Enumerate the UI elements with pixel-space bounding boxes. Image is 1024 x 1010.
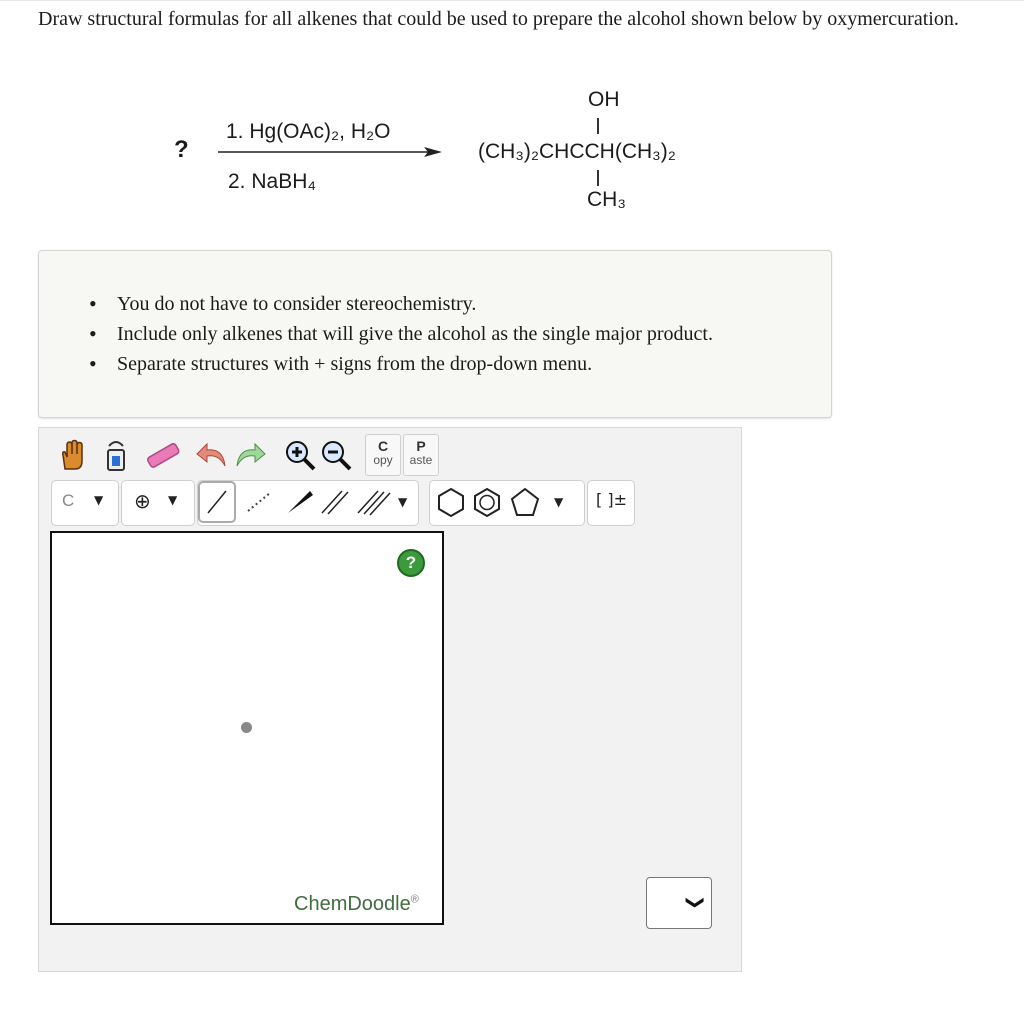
benzene-button[interactable] (472, 487, 502, 517)
paste-label-big: P (416, 438, 426, 454)
bond-tools (197, 480, 419, 526)
product-formula: (CH₃)₂CHCCH(CH₃)₂ (478, 140, 676, 163)
element-selector[interactable] (51, 480, 119, 526)
dashed-bond-button[interactable] (242, 483, 278, 521)
copy-button[interactable] (365, 434, 401, 476)
charge-selector[interactable] (121, 480, 195, 526)
reaction-scheme (0, 80, 1024, 230)
pentagon-icon (510, 487, 540, 517)
lasso-tool-button[interactable] (95, 434, 137, 476)
product-hydroxyl: OH (588, 88, 620, 111)
lasso-icon (101, 438, 131, 472)
toolbar-row-2 (51, 480, 731, 528)
instructions-box (38, 250, 832, 418)
caret-down-icon: ▼ (168, 493, 178, 507)
top-divider (0, 0, 1024, 1)
redo-icon (233, 440, 267, 470)
separator-select[interactable] (646, 877, 712, 929)
drawing-canvas[interactable] (50, 531, 444, 925)
bond-down (597, 170, 599, 186)
dashed-bond-icon (242, 483, 278, 521)
redo-button[interactable] (229, 434, 271, 476)
bracket-label: [ ]± (596, 490, 627, 509)
copy-label-small: opy (373, 453, 393, 467)
hand-tool-button[interactable] (51, 434, 93, 476)
toolbar-row-1 (51, 434, 731, 482)
caret-down-icon[interactable]: ▼ (398, 495, 408, 509)
element-label: C (62, 491, 75, 510)
benzene-icon (472, 487, 502, 517)
reagent-step-1: 1. Hg(OAc)₂, H₂O (226, 120, 391, 143)
instructions-list (89, 289, 713, 379)
eraser-icon (143, 440, 181, 470)
help-button[interactable]: ? (397, 549, 425, 577)
registered-mark: ® (410, 893, 419, 906)
bracket-tool-button[interactable] (587, 480, 635, 526)
cursor-dot (241, 722, 252, 733)
chemdoodle-editor (38, 427, 742, 972)
chemdoodle-brand (294, 893, 419, 916)
double-bond-icon (318, 483, 354, 521)
ring-tools (429, 480, 585, 526)
wedge-bond-button[interactable] (282, 483, 318, 521)
double-bond-button[interactable] (318, 483, 354, 521)
cyclopentane-button[interactable] (510, 487, 540, 517)
triple-bond-button[interactable] (356, 483, 392, 521)
paste-button[interactable] (403, 434, 439, 476)
caret-down-icon: ▼ (94, 493, 104, 507)
brand-name: ChemDoodle (294, 893, 411, 915)
triple-bond-icon (356, 483, 392, 521)
instruction-item: • Separate structures with + signs from the drop-down menu. (89, 349, 713, 379)
question-text: Draw structural formulas for all alkenes that could be used to prepare the alcohol shown below by oxymercuration. (38, 8, 959, 30)
product-methyl: CH₃ (587, 188, 626, 211)
single-bond-icon (200, 483, 236, 521)
copy-label-big: C (377, 438, 389, 454)
single-bond-button[interactable] (198, 481, 236, 523)
cyclohexane-button[interactable] (436, 487, 466, 517)
hand-icon (57, 439, 87, 471)
zoom-in-icon (284, 439, 316, 471)
reactant-unknown: ? (174, 136, 189, 163)
chevron-down-icon: ❯ (684, 894, 706, 911)
hexagon-icon (436, 487, 466, 517)
instruction-item: • You do not have to consider stereochemistry. (89, 289, 713, 319)
wedge-bond-icon (282, 483, 318, 521)
caret-down-icon[interactable]: ▼ (554, 495, 564, 509)
undo-icon (195, 440, 229, 470)
zoom-out-button[interactable] (315, 434, 357, 476)
paste-label-small: aste (409, 453, 433, 467)
bond-up (597, 118, 599, 134)
instruction-item: • Include only alkenes that will give the alcohol as the single major product. (89, 319, 713, 349)
reagent-step-2: 2. NaBH₄ (228, 170, 316, 193)
charge-label: ⊕ (134, 489, 151, 513)
reaction-arrow (218, 144, 448, 160)
zoom-out-icon (320, 439, 352, 471)
eraser-tool-button[interactable] (141, 434, 183, 476)
undo-button[interactable] (191, 434, 233, 476)
